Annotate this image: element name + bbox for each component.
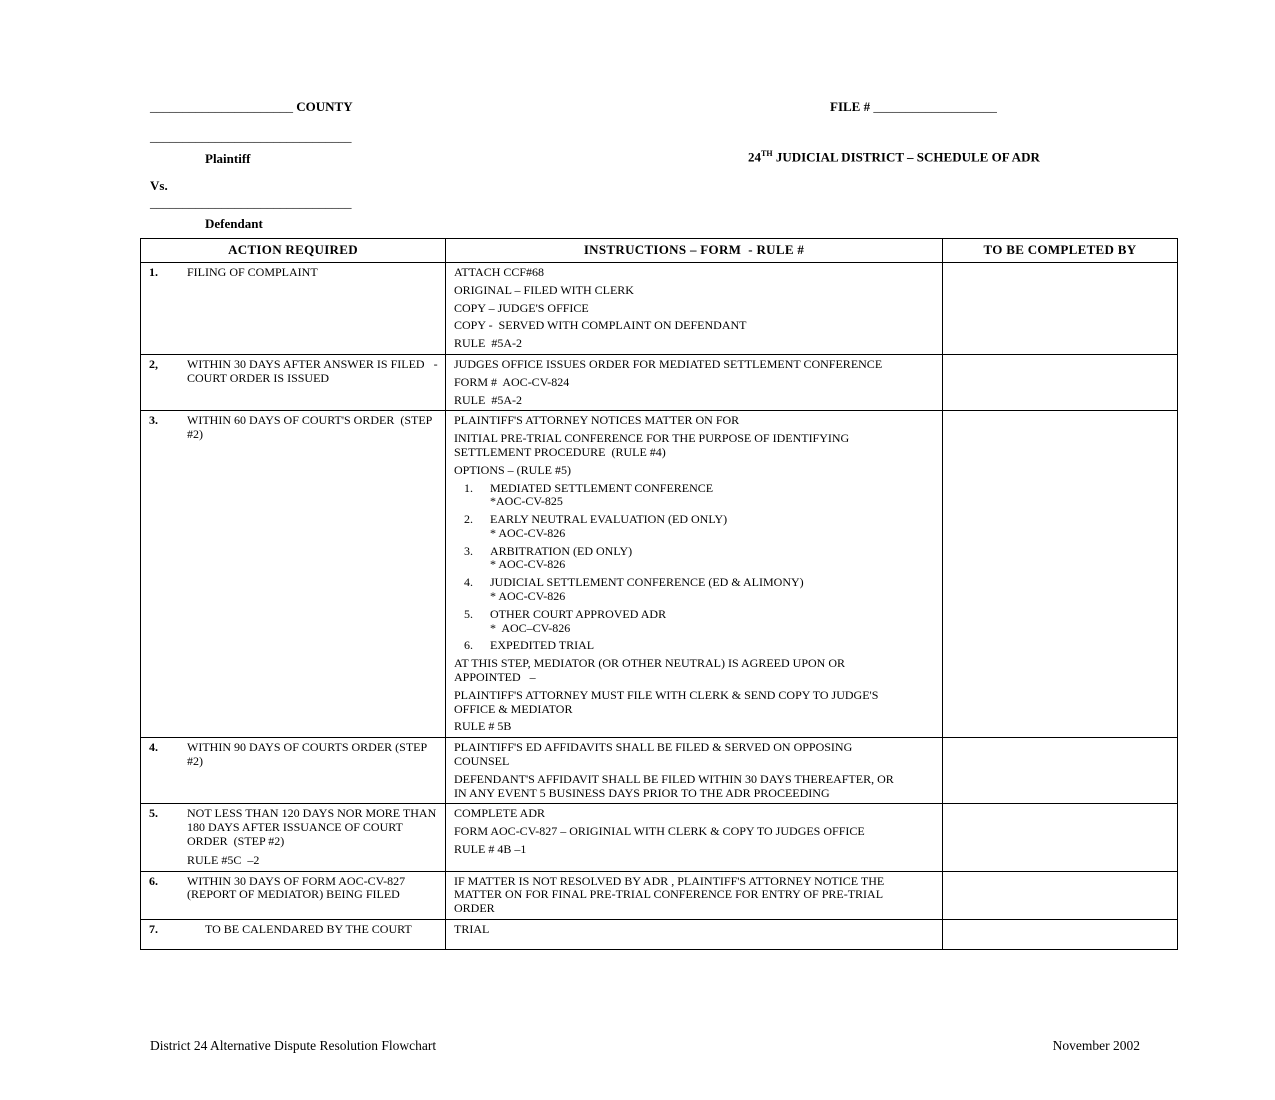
instruction-paragraph <box>454 464 936 478</box>
to-be-completed-by-cell <box>943 411 1178 738</box>
action-required-cell <box>141 920 446 950</box>
instruction-paragraph <box>454 302 936 316</box>
instruction-text: PLAINTIFF'S ATTORNEY MUST FILE WITH CLERK & SEND COPY TO JUDGE'S OFFICE & MEDIATOR <box>454 687 882 716</box>
instruction-text: RULE # 4B –1 <box>454 842 527 857</box>
defendant-blank-line: _______________________________ <box>150 195 352 210</box>
action-paragraph: TO BE CALENDARED BY THE COURT <box>187 922 412 937</box>
instructions-cell <box>446 920 943 950</box>
instruction-paragraph <box>454 657 936 685</box>
instruction-paragraph <box>454 720 936 734</box>
instruction-text: FORM # AOC-CV-824 <box>454 374 570 389</box>
instruction-text: ARBITRATION (ED ONLY) * AOC-CV-826 <box>490 543 633 572</box>
row-number: 7. <box>149 922 158 937</box>
row-number: 3. <box>149 413 158 428</box>
instruction-text: IF MATTER IS NOT RESOLVED BY ADR , PLAINTIFF'S ATTORNEY NOTICE THE MATTER ON FOR FINAL PRE-TRIAL CONFERENCE FOR ENTRY OF PRE-TRIAL ORDER <box>454 873 888 916</box>
table-row <box>141 871 1178 919</box>
table-header-row <box>141 239 1178 263</box>
instruction-paragraph <box>454 576 936 604</box>
adr-schedule-table <box>140 238 1178 950</box>
action-required-cell <box>141 871 446 919</box>
action-required-cell <box>141 354 446 410</box>
instruction-paragraph <box>454 337 936 351</box>
instruction-text: DEFENDANT'S AFFIDAVIT SHALL BE FILED WITHIN 30 DAYS THEREAFTER, OR IN ANY EVENT 5 BUSINESS DAYS PRIOR TO THE ADR PROCEEDING <box>454 771 897 800</box>
instruction-paragraph <box>454 608 936 636</box>
county-line <box>150 99 353 115</box>
instruction-list-number: 1. <box>464 480 473 495</box>
instruction-paragraph <box>454 843 936 857</box>
instruction-text: INITIAL PRE-TRIAL CONFERENCE FOR THE PURPOSE OF IDENTIFYING SETTLEMENT PROCEDURE (RULE #4) <box>454 431 853 459</box>
action-text <box>187 875 439 903</box>
table-row <box>141 920 1178 950</box>
column-header-action-required: ACTION REQUIRED <box>141 239 446 263</box>
file-label: FILE # <box>830 99 874 114</box>
instruction-paragraph <box>454 284 936 298</box>
action-text <box>187 741 439 769</box>
to-be-completed-by-cell <box>943 871 1178 919</box>
plaintiff-label: Plaintiff <box>205 151 251 166</box>
instructions-cell <box>446 804 943 871</box>
instructions-cell <box>446 262 943 354</box>
instruction-paragraph <box>454 394 936 408</box>
column-header-to-be-completed-by: TO BE COMPLETED BY <box>943 239 1178 263</box>
instruction-list-number: 5. <box>464 606 473 621</box>
instruction-paragraph <box>454 825 936 839</box>
action-paragraph: WITHIN 30 DAYS AFTER ANSWER IS FILED - COURT ORDER IS ISSUED <box>187 356 441 385</box>
row-number: 1. <box>149 264 158 279</box>
instruction-text: ORIGINAL – FILED WITH CLERK <box>454 282 634 297</box>
instruction-list-number: 4. <box>464 575 473 590</box>
instruction-paragraph <box>454 875 936 916</box>
action-text <box>187 807 439 867</box>
instruction-text: RULE # 5B <box>454 719 512 734</box>
instruction-paragraph <box>454 432 936 460</box>
page-header <box>140 99 1177 238</box>
county-label: COUNTY <box>296 99 353 114</box>
table-row <box>141 262 1178 354</box>
action-required-cell <box>141 411 446 738</box>
instruction-text: COMPLETE ADR <box>454 806 546 821</box>
instruction-paragraph <box>454 266 936 280</box>
action-required-cell <box>141 738 446 804</box>
column-header-instructions: INSTRUCTIONS – FORM - RULE # <box>446 239 943 263</box>
county-blank: ______________________ <box>150 99 297 114</box>
to-be-completed-by-cell <box>943 804 1178 871</box>
instruction-list-number: 2. <box>464 512 473 527</box>
table-row <box>141 411 1178 738</box>
instruction-text: EARLY NEUTRAL EVALUATION (ED ONLY) * AOC-CV-826 <box>490 512 728 540</box>
instructions-cell <box>446 354 943 410</box>
instruction-paragraph <box>454 741 936 769</box>
instruction-text: COPY – JUDGE'S OFFICE <box>454 300 589 315</box>
action-row <box>149 358 439 386</box>
action-text <box>187 358 439 386</box>
action-required-cell <box>141 804 446 871</box>
row-number: 4. <box>149 740 158 755</box>
action-paragraph: WITHIN 60 DAYS OF COURT'S ORDER (STEP #2) <box>187 413 435 442</box>
action-row <box>149 266 439 280</box>
instruction-text: PLAINTIFF'S ATTORNEY NOTICES MATTER ON FOR <box>454 413 740 428</box>
table-row <box>141 738 1178 804</box>
instruction-paragraph <box>454 319 936 333</box>
action-paragraph: WITHIN 90 DAYS OF COURTS ORDER (STEP #2) <box>187 740 430 769</box>
district-ordinal: TH <box>761 149 773 158</box>
to-be-completed-by-cell <box>943 738 1178 804</box>
instruction-paragraph <box>454 513 936 541</box>
to-be-completed-by-cell <box>943 920 1178 950</box>
instruction-text: ATTACH CCF#68 <box>454 264 545 279</box>
instruction-text: RULE #5A-2 <box>454 392 522 407</box>
action-paragraph: RULE #5C –2 <box>187 852 260 867</box>
vs-label: Vs. <box>150 178 168 193</box>
action-row <box>149 807 439 867</box>
instructions-cell <box>446 411 943 738</box>
row-number: 5. <box>149 806 158 821</box>
table-row <box>141 804 1178 871</box>
action-row <box>149 875 439 903</box>
action-text <box>187 923 412 937</box>
action-row <box>149 923 439 937</box>
page-footer <box>150 1038 1140 1054</box>
action-row <box>149 741 439 769</box>
instruction-paragraph <box>454 545 936 573</box>
instruction-paragraph <box>454 689 936 717</box>
instruction-paragraph <box>454 376 936 390</box>
instruction-text: OTHER COURT APPROVED ADR * AOC–CV-826 <box>490 606 667 635</box>
action-text <box>187 414 439 442</box>
action-row <box>149 414 439 442</box>
instruction-paragraph <box>454 358 936 372</box>
instruction-text: TRIAL <box>454 922 490 937</box>
instruction-list-number: 3. <box>464 543 473 558</box>
action-text <box>187 266 318 280</box>
district-title-rest: JUDICIAL DISTRICT – SCHEDULE OF ADR <box>772 149 1040 165</box>
footer-document-title: District 24 Alternative Dispute Resolution Flowchart <box>150 1038 437 1053</box>
action-paragraph: FILING OF COMPLAINT <box>187 264 318 279</box>
action-paragraph: WITHIN 30 DAYS OF FORM AOC-CV-827 (REPORT OF MEDIATOR) BEING FILED <box>187 873 409 902</box>
instruction-list-number: 6. <box>464 638 473 653</box>
instruction-text: RULE #5A-2 <box>454 336 522 351</box>
instruction-paragraph <box>454 414 936 428</box>
row-number: 2, <box>149 356 158 371</box>
footer-date: November 2002 <box>1052 1038 1140 1053</box>
instruction-text: PLAINTIFF'S ED AFFIDAVITS SHALL BE FILED & SERVED ON OPPOSING COUNSEL <box>454 740 856 769</box>
district-title <box>748 149 1040 165</box>
instruction-paragraph <box>454 639 936 653</box>
instruction-paragraph <box>454 482 936 510</box>
table-row <box>141 354 1178 410</box>
instructions-cell <box>446 738 943 804</box>
table-body <box>141 262 1178 949</box>
instruction-text: EXPEDITED TRIAL <box>490 638 595 653</box>
plaintiff-blank-line: _______________________________ <box>150 129 352 144</box>
file-blank: ___________________ <box>873 99 997 114</box>
instructions-cell <box>446 871 943 919</box>
instruction-text: JUDGES OFFICE ISSUES ORDER FOR MEDIATED SETTLEMENT CONFERENCE <box>454 356 883 371</box>
instruction-paragraph <box>454 923 936 937</box>
to-be-completed-by-cell <box>943 354 1178 410</box>
instruction-paragraph <box>454 807 936 821</box>
defendant-label: Defendant <box>205 216 263 231</box>
file-number-line <box>830 99 997 115</box>
district-number: 24 <box>748 149 761 165</box>
instruction-text: JUDICIAL SETTLEMENT CONFERENCE (ED & ALIMONY) * AOC-CV-826 <box>490 575 804 604</box>
action-required-cell <box>141 262 446 354</box>
to-be-completed-by-cell <box>943 262 1178 354</box>
instruction-text: COPY - SERVED WITH COMPLAINT ON DEFENDANT <box>454 318 747 333</box>
instruction-text: AT THIS STEP, MEDIATOR (OR OTHER NEUTRAL) IS AGREED UPON OR APPOINTED – <box>454 656 848 685</box>
page-content <box>140 99 1177 950</box>
action-paragraph: NOT LESS THAN 120 DAYS NOR MORE THAN 180 DAYS AFTER ISSUANCE OF COURT ORDER (STEP #2) <box>187 806 440 849</box>
instruction-text: OPTIONS – (RULE #5) <box>454 462 571 477</box>
instruction-paragraph <box>454 773 936 801</box>
row-number: 6. <box>149 873 158 888</box>
instruction-text: FORM AOC-CV-827 – ORIGINIAL WITH CLERK & COPY TO JUDGES OFFICE <box>454 824 865 839</box>
instruction-text: MEDIATED SETTLEMENT CONFERENCE *AOC-CV-825 <box>490 480 714 509</box>
